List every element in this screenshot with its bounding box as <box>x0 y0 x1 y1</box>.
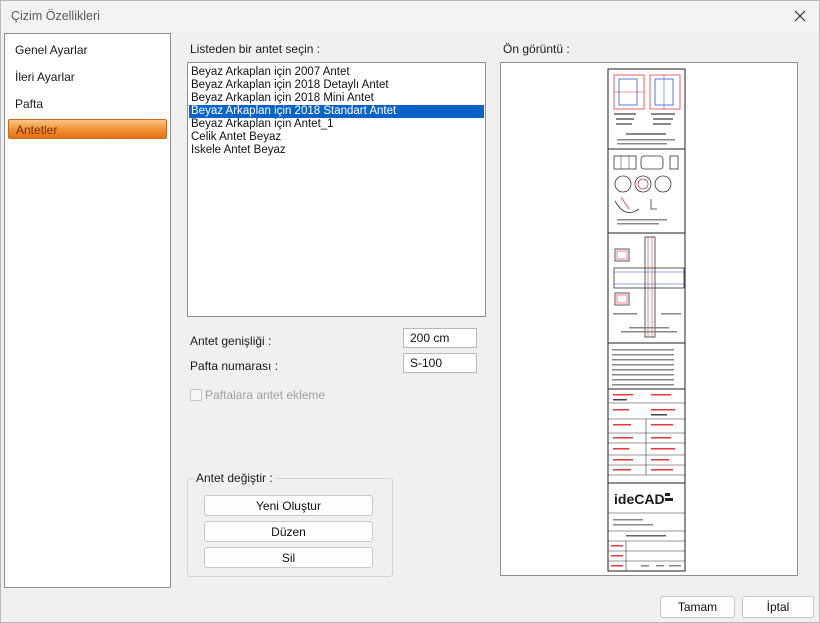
sidebar-item-sheet[interactable]: Pafta <box>15 97 44 111</box>
close-icon <box>794 10 806 22</box>
create-new-button[interactable]: Yeni Oluştur <box>204 495 373 516</box>
sidebar-item-advanced-settings[interactable]: İleri Ayarlar <box>15 70 75 84</box>
close-button[interactable] <box>787 4 813 28</box>
window-title: Çizim Özellikleri <box>11 9 100 23</box>
dialog-footer <box>1 588 819 622</box>
antet-width-label: Antet genişliği : <box>190 334 272 348</box>
preview-label: Ön görüntü : <box>503 42 570 56</box>
list-item-selected[interactable]: Beyaz Arkaplan için 2018 Standart Antet <box>189 105 484 118</box>
add-antet-checkbox[interactable] <box>190 389 202 401</box>
cancel-button[interactable]: İptal <box>742 596 814 618</box>
list-item[interactable]: Beyaz Arkaplan için 2018 Detaylı Antet <box>191 79 389 91</box>
preview-logo-text: ideCAD <box>614 491 665 507</box>
antet-listbox[interactable] <box>187 62 486 317</box>
sheet-number-input[interactable]: S-100 <box>403 353 477 373</box>
sidebar-item-general-settings[interactable]: Genel Ayarlar <box>15 43 88 57</box>
antet-preview-drawing <box>501 63 797 575</box>
settings-sidebar <box>4 33 171 588</box>
sidebar-item-title-blocks[interactable]: Antetler <box>8 119 167 139</box>
list-item[interactable]: Beyaz Arkaplan için 2007 Antet <box>191 66 350 78</box>
preview-panel <box>500 62 798 576</box>
add-antet-checkbox-label: Paftalara antet ekleme <box>205 388 326 402</box>
delete-button[interactable]: Sil <box>204 547 373 568</box>
title-bar <box>1 1 819 32</box>
list-item[interactable]: Celik Antet Beyaz <box>191 131 282 143</box>
add-antet-checkbox-row <box>190 387 325 403</box>
list-item[interactable]: Beyaz Arkaplan için Antet_1 <box>191 118 334 130</box>
list-item[interactable]: Iskele Antet Beyaz <box>191 144 286 156</box>
antet-change-group-title: Antet değiştir : <box>193 471 276 485</box>
antet-width-input[interactable]: 200 cm <box>403 328 477 348</box>
list-item[interactable]: Beyaz Arkaplan için 2018 Mini Antet <box>191 92 374 104</box>
ok-button[interactable]: Tamam <box>660 596 735 618</box>
antet-list-label: Listeden bir antet seçin : <box>190 42 321 56</box>
sheet-number-label: Pafta numarası : <box>190 359 279 373</box>
edit-button[interactable]: Düzen <box>204 521 373 542</box>
